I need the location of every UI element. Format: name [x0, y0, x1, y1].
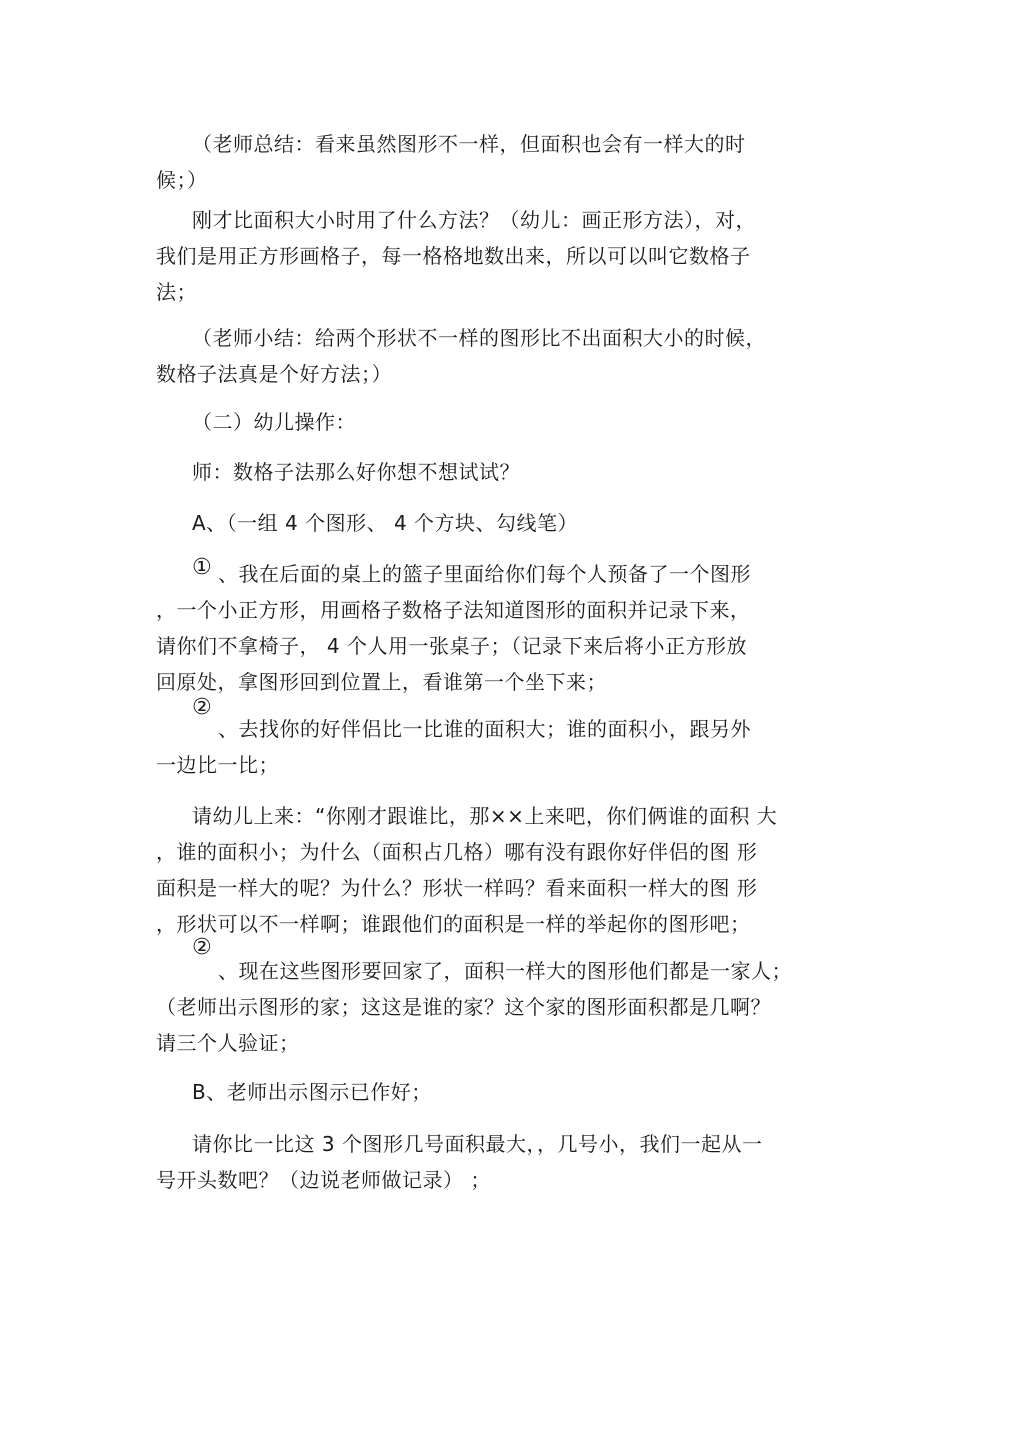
text-line: ，形状可以不一样啊；谁跟他们的面积是一样的举起你的图形吧； — [156, 912, 751, 936]
text-line: B、老师出示图示已作好； — [192, 1080, 432, 1104]
paragraph-teacher-summary — [156, 126, 846, 198]
paragraph-invite-children — [156, 798, 846, 942]
text-line: （老师总结：看来虽然图形不一样，但面积也会有一样大的时 — [192, 132, 746, 156]
paragraph-compare-three — [156, 1126, 846, 1198]
text-line: ，谁的面积小；为什么（面积占几格）哪有没有跟你好伴侣的图 形 — [156, 840, 758, 864]
paragraph-part-b — [156, 1074, 846, 1110]
text-line: 我们是用正方形画格子，每一格格地数出来，所以可以叫它数格子 — [156, 244, 751, 268]
text-line: 、去找你的好伴侣比一比谁的面积大；谁的面积小，跟另外 — [218, 717, 751, 741]
text-line: 请你比一比这 3 个图形几号面积最大，，几号小，我们一起从一 — [192, 1132, 763, 1156]
paragraph-teacher-conclusion — [156, 320, 846, 392]
paragraph-step-2 — [156, 711, 846, 783]
text-line: 回原处，拿图形回到位置上，看谁第一个坐下来； — [156, 670, 607, 694]
text-line: （二）幼儿操作： — [192, 410, 356, 434]
text-line: （老师出示图形的家；这这是谁的家？这个家的图形面积都是几啊？ — [156, 995, 771, 1019]
text-line: 请幼儿上来：“你刚才跟谁比，那××上来吧，你们俩谁的面积 大 — [192, 804, 778, 828]
paragraph-method-question — [156, 202, 846, 310]
text-line: 面积是一样大的呢？为什么？形状一样吗？看来面积一样大的图 形 — [156, 876, 758, 900]
text-line: 候；） — [156, 168, 208, 192]
circled-number-marker: ② — [192, 935, 212, 960]
text-line: 请三个人验证； — [156, 1031, 300, 1055]
paragraph-step-3 — [156, 953, 846, 1061]
text-line: 一边比一比； — [156, 753, 279, 777]
text-line: 、现在这些图形要回家了，面积一样大的图形他们都是一家人； — [218, 959, 792, 983]
paragraph-part-a — [156, 505, 846, 541]
text-line: 师：数格子法那么好你想不想试试？ — [192, 460, 520, 484]
text-line: 数格子法真是个好方法；） — [156, 362, 392, 386]
text-line: A、（一组 4 个图形、 4 个方块、勾线笔） — [192, 511, 579, 535]
text-line: 、我在后面的桌上的篮子里面给你们每个人预备了一个图形 — [218, 562, 751, 586]
section-heading-child-operation — [156, 404, 846, 440]
paragraph-step-1 — [156, 556, 846, 700]
text-line: 请你们不拿椅子， 4 个人用一张桌子；（记录下来后将小正方形放 — [156, 634, 747, 658]
text-line: 刚才比面积大小时用了什么方法？（幼儿：画正形方法），对， — [192, 208, 756, 232]
text-line: （老师小结：给两个形状不一样的图形比不出面积大小的时候， — [192, 326, 766, 350]
paragraph-teacher-prompt — [156, 454, 846, 490]
text-line: 号开头数吧？（边说老师做记录） ； — [156, 1168, 491, 1192]
circled-number-marker: ② — [192, 695, 212, 720]
text-line: ，一个小正方形，用画格子数格子法知道图形的面积并记录下来， — [156, 598, 751, 622]
circled-number-marker: ① — [192, 555, 212, 580]
text-line: 法； — [156, 280, 197, 304]
